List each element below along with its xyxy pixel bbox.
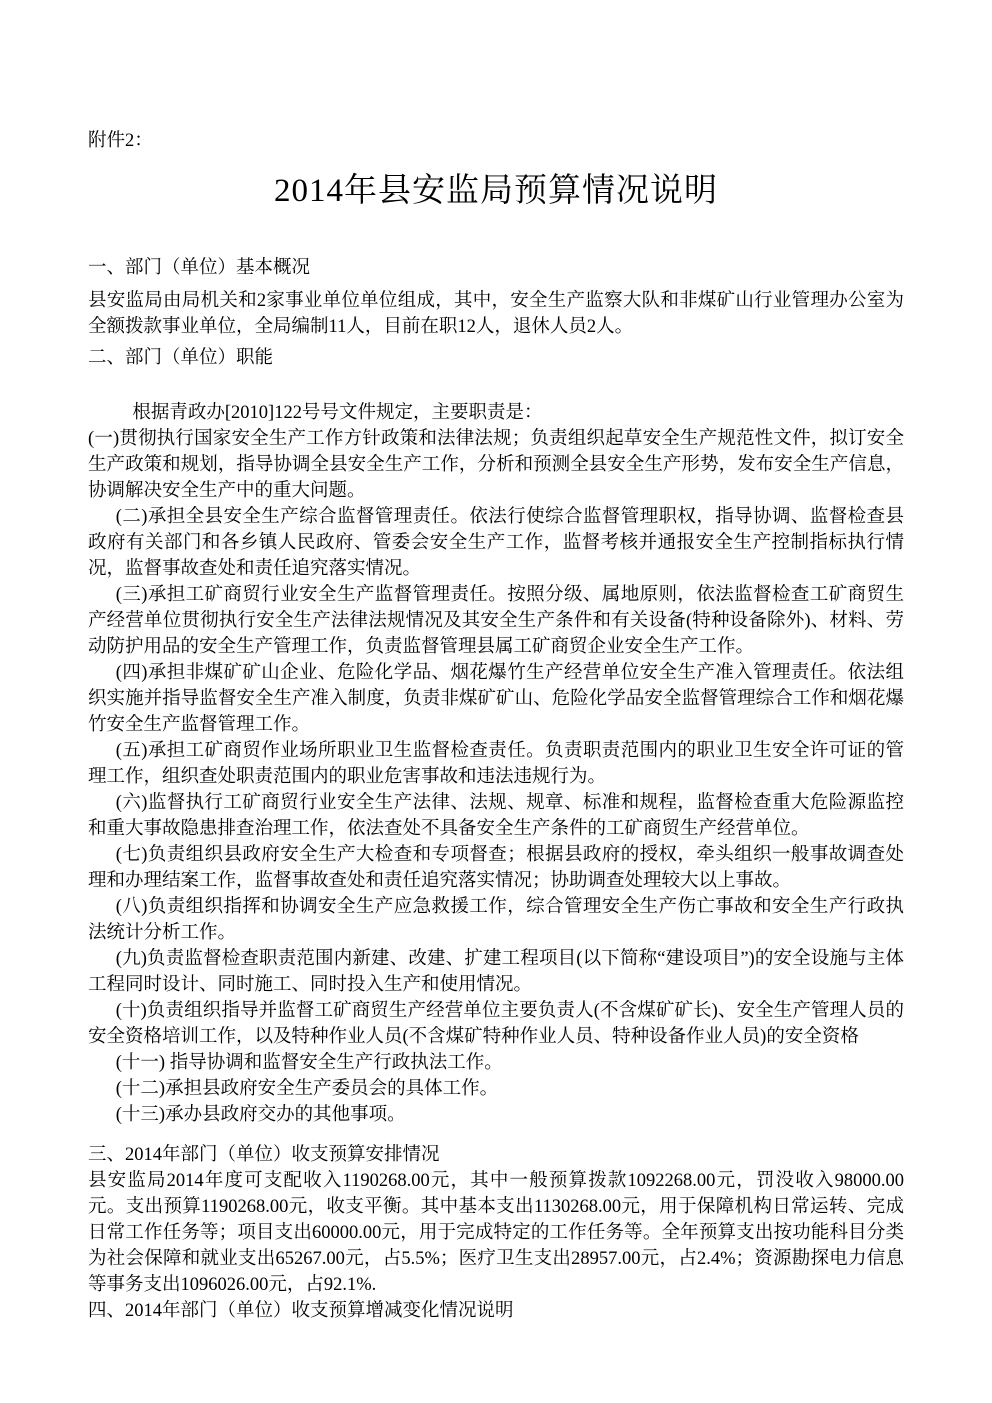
section-3-paragraph: 县安监局2014年度可支配收入1190268.00元，其中一般预算拨款1092268.00元，罚没收入98000.00元。支出预算1190268.00元，收支平衡。其中基本支出1130268.00元，用于保障机构日常运转、完成日常工作任务等；项目支出60000.00元，用于完成特定的工作任务等。全年预算支出按功能科目分类为社会保障和就业支出65267.00元，占5.5%；医疗卫生支出28957.00元，占2.4%；资源勘探电力信息等事务支出1096026.00元，占92.1%. — [88, 1171, 904, 1295]
duty-item-8: (八)负责组织指挥和协调安全生产应急救援工作，综合管理安全生产伤亡事故和安全生产行政执法统计分析工作。 — [88, 897, 904, 943]
duty-item-9: (九)负责监督检查职责范围内新建、改建、扩建工程项目(以下简称“建设项目”)的安全设施与主体工程同时设计、同时施工、同时投入生产和使用情况。 — [88, 949, 904, 995]
section-2-heading: 二、部门（单位）职能 — [88, 348, 274, 368]
duty-item-7: (七)负责组织县政府安全生产大检查和专项督查；根据县政府的授权，牵头组织一般事故调查处理和办理结案工作，监督事故查处和责任追究落实情况；协助调查处理较大以上事故。 — [88, 845, 904, 891]
duty-item-1: (一)贯彻执行国家安全生产工作方针政策和法律法规；负责组织起草安全生产规范性文件，拟订安全生产政策和规划，指导协调全县安全生产工作，分析和预测全县安全生产形势，发布安全生产信息，协调解决安全生产中的重大问题。 — [88, 429, 904, 501]
section-1-heading: 一、部门（单位）基本概况 — [88, 258, 311, 278]
duty-item-3: (三)承担工矿商贸行业安全生产监督管理责任。按照分级、属地原则，依法监督检查工矿商贸生产经营单位贯彻执行安全生产法律法规情况及其安全生产条件和有关设备(特种设备除外)、材料、劳动防护用品的安全生产管理工作，负责监督管理县属工矿商贸企业安全生产工作。 — [88, 585, 904, 657]
duty-item-6: (六)监督执行工矿商贸行业安全生产法律、法规、规章、标准和规程，监督检查重大危险源监控和重大事故隐患排查治理工作，依法查处不具备安全生产条件的工矿商贸生产经营单位。 — [88, 793, 904, 839]
section-3-heading: 三、2014年部门（单位）收支预算安排情况 — [88, 1145, 440, 1165]
attachment-label: 附件2： — [88, 131, 153, 151]
duty-item-13: (十三)承办县政府交办的其他事项。 — [115, 1105, 406, 1125]
duty-item-2: (二)承担全县安全生产综合监督管理责任。依法行使综合监督管理职权，指导协调、监督检查县政府有关部门和各乡镇人民政府、管委会安全生产工作，监督考核并通报安全生产控制指标执行情况，监督事故查处和责任追究落实情况。 — [88, 507, 904, 579]
duty-item-11: (十一) 指导协调和监督安全生产行政执法工作。 — [115, 1053, 503, 1073]
section-2-intro: 根据青政办[2010]122号号文件规定，主要职责是： — [132, 403, 543, 423]
section-1-paragraph: 县安监局由局机关和2家事业单位单位组成，其中，安全生产监察大队和非煤矿山行业管理办公室为全额拨款事业单位，全局编制11人，目前在职12人，退休人员2人。 — [88, 291, 904, 337]
duty-item-10: (十)负责组织指导并监督工矿商贸生产经营单位主要负责人(不含煤矿矿长)、安全生产管理人员的安全资格培训工作，以及特种作业人员(不含煤矿特种作业人员、特种设备作业人员)的安全资格 — [88, 1001, 904, 1047]
duty-item-4: (四)承担非煤矿矿山企业、危险化学品、烟花爆竹生产经营单位安全生产准入管理责任。依法组织实施并指导监督安全生产准入制度，负责非煤矿矿山、危险化学品安全监督管理综合工作和烟花爆竹安全生产监督管理工作。 — [88, 663, 904, 735]
section-4-heading: 四、2014年部门（单位）收支预算增减变化情况说明 — [88, 1301, 514, 1321]
duty-item-5: (五)承担工矿商贸作业场所职业卫生监督检查责任。负责职责范围内的职业卫生安全许可证的管理工作，组织查处职责范围内的职业危害事故和违法违规行为。 — [88, 741, 904, 787]
duty-item-12: (十二)承担县政府安全生产委员会的具体工作。 — [115, 1079, 499, 1099]
document-title: 2014年县安监局预算情况说明 — [274, 173, 718, 209]
